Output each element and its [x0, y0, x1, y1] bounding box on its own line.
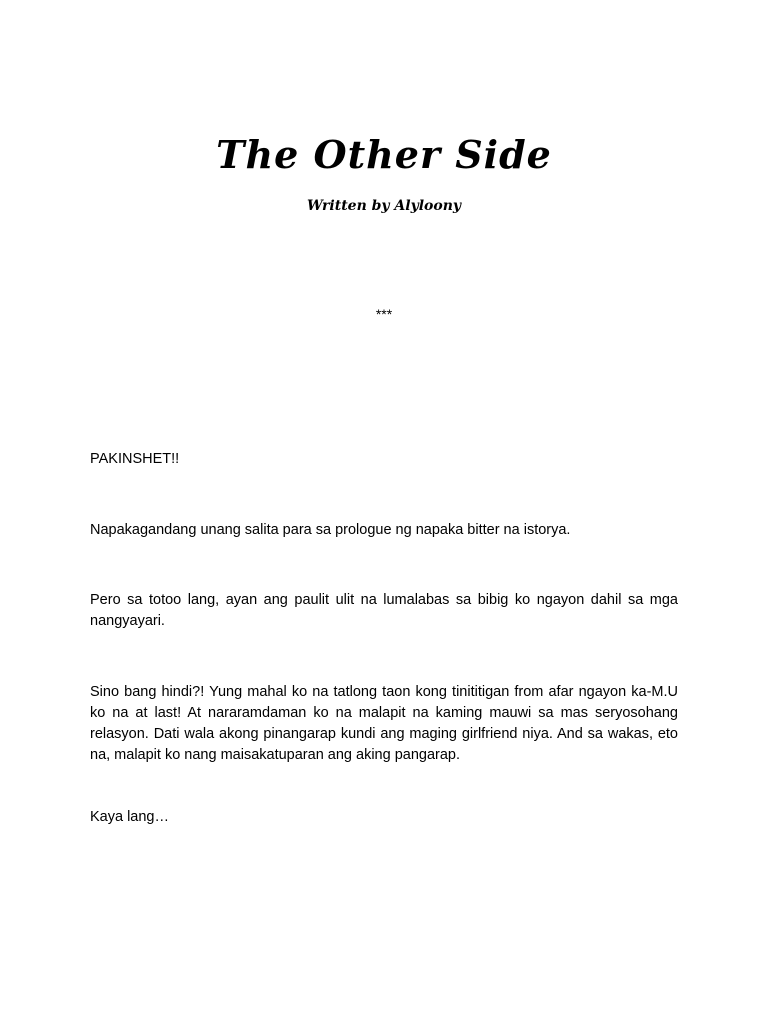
paragraph: Sino bang hindi?! Yung mahal ko na tatlong taon kong tinititigan from afar ngayon ka-M.U ko na at last! At nararamdaman ko na malapit na kaming mauwi sa mas seryosohang relasyon. Dati wala akong pinangarap kundi ang maging girlfriend niya. And sa wakas, eto na, malapit ko nang maisakatuparan ang aking pangarap. [90, 684, 678, 763]
paragraph: Pero sa totoo lang, ayan ang paulit ulit na lumalabas sa bibig ko ngayon dahil sa mga nangyayari. [90, 592, 678, 629]
paragraph: Napakagandang unang salita para sa prologue ng napaka bitter na istorya. [90, 522, 571, 538]
paragraph: PAKINSHET!! [90, 451, 180, 467]
author-byline: Written by Alyloony [306, 198, 462, 214]
section-separator: *** [375, 306, 393, 322]
paragraph: Kaya lang… [90, 809, 169, 825]
document-title: The Other Side [216, 132, 552, 177]
